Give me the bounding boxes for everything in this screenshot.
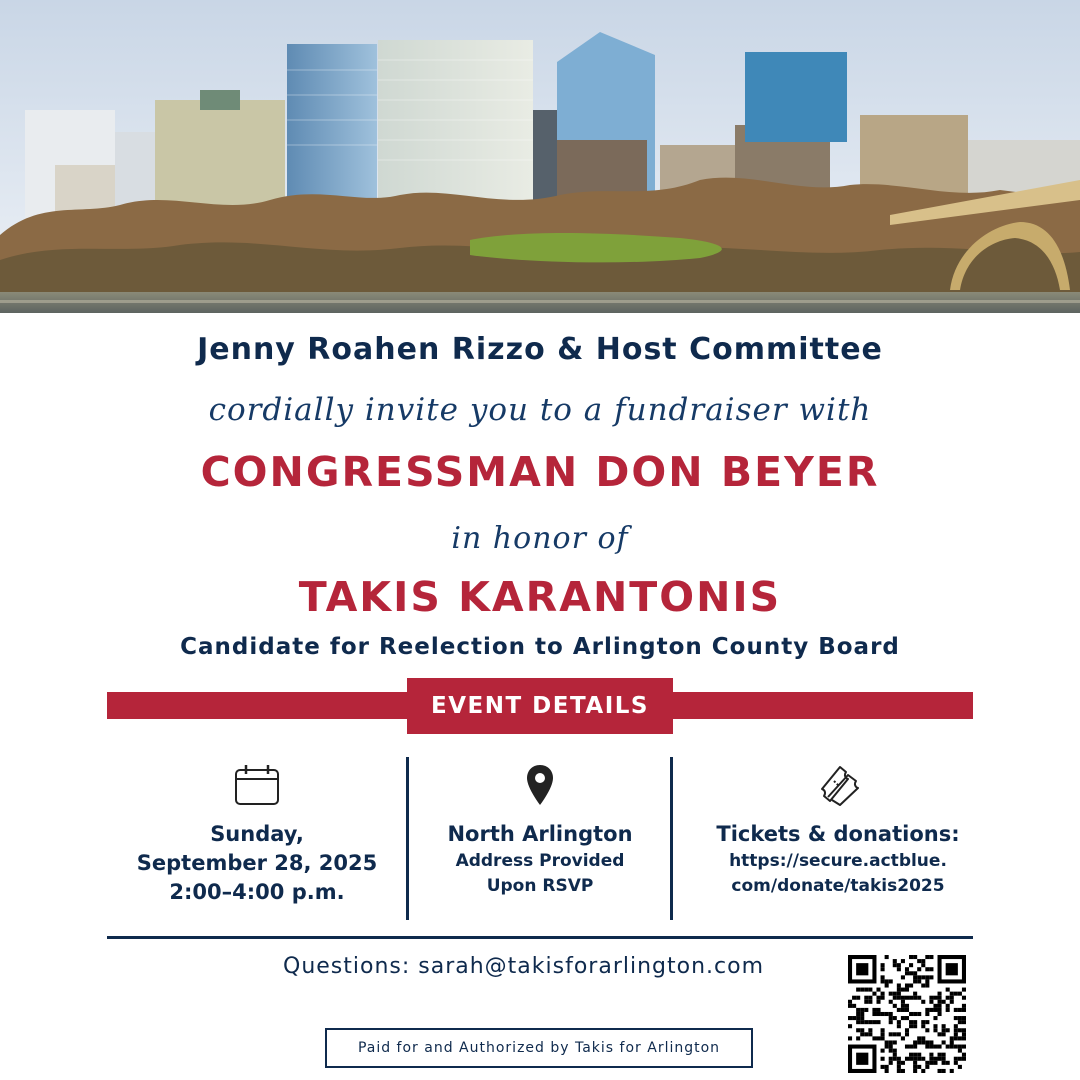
ticket-icon — [814, 763, 862, 807]
location-name: North Arlington — [447, 822, 633, 846]
event-date-column — [107, 752, 407, 922]
location-note-2: Upon RSVP — [486, 876, 594, 896]
map-pin-icon — [525, 764, 555, 806]
event-time: 2:00–4:00 p.m. — [169, 880, 345, 904]
tickets-heading: Tickets & donations: — [716, 822, 960, 846]
qr-code-icon[interactable] — [848, 955, 966, 1073]
footer-divider — [107, 936, 973, 939]
donation-link-part-2[interactable]: com/donate/takis2025 — [731, 876, 945, 896]
disclaimer-text: Paid for and Authorized by Takis for Arlington — [357, 1040, 721, 1056]
donation-link-part-1[interactable]: https://secure.actblue. — [729, 851, 947, 871]
honor-line: in honor of — [451, 521, 629, 556]
candidate-line: Candidate for Reelection to Arlington County Board — [180, 634, 900, 660]
event-tickets-column — [673, 752, 1003, 922]
skyline-illustration — [0, 0, 1080, 313]
guest-name: CONGRESSMAN DON BEYER — [200, 448, 880, 496]
paid-for-disclaimer — [325, 1028, 753, 1068]
event-date: September 28, 2025 — [136, 851, 378, 875]
invite-line: cordially invite you to a fundraiser with — [208, 392, 872, 428]
event-location-column — [410, 752, 670, 922]
event-day: Sunday, — [210, 822, 304, 846]
calendar-icon — [234, 764, 280, 806]
honoree-name: TAKIS KARANTONIS — [298, 573, 782, 621]
event-details-heading: EVENT DETAILS — [407, 678, 673, 734]
host-committee-title: Jenny Roahen Rizzo & Host Committee — [197, 332, 883, 367]
hero-skyline-image — [0, 0, 1080, 313]
qr-code-graphic — [848, 955, 966, 1073]
location-note-1: Address Provided — [455, 851, 625, 871]
questions-contact[interactable]: Questions: sarah@takisforarlington.com — [283, 954, 765, 979]
